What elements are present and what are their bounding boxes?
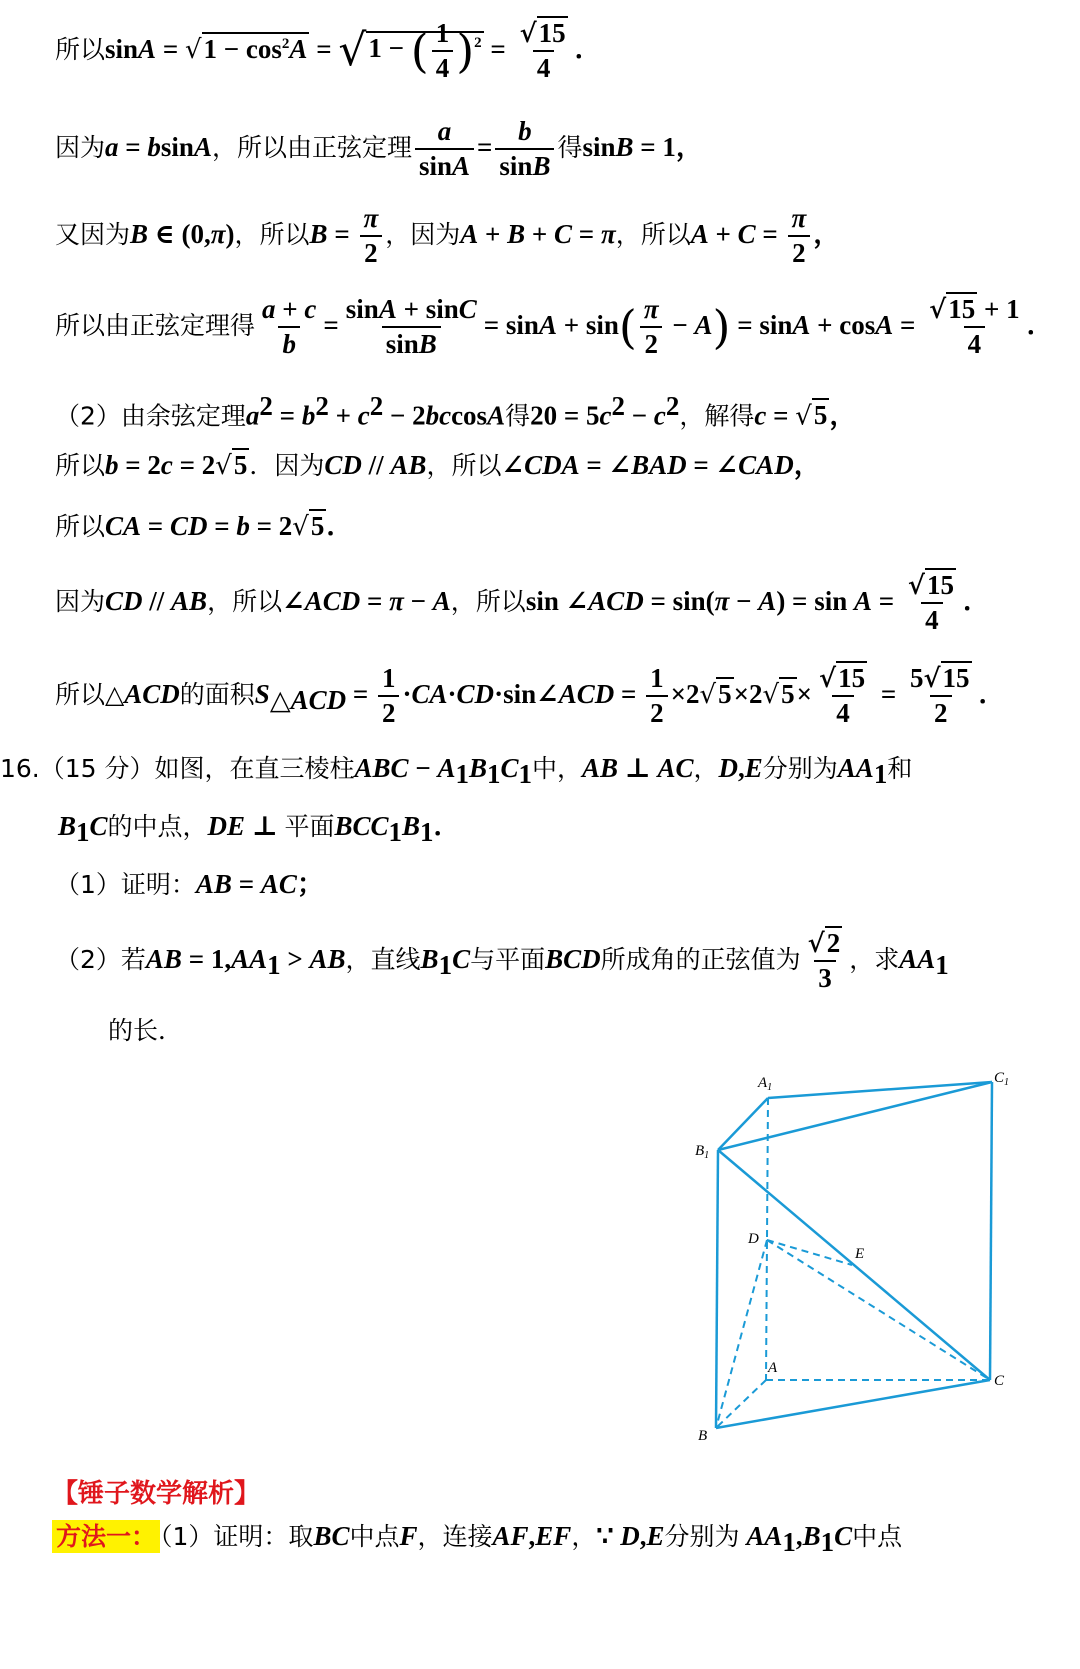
text: ，直线 [345, 945, 421, 974]
prism-solid-edges [716, 1082, 992, 1428]
solution-line-2: 因为a = bsinA，所以由正弦定理 $\frac{a}{\sin A}$ = $\frac{b}{\sin B}$ 得sinB = 1， [55, 116, 703, 181]
solution-line-5: （2）由余弦定理$a^2 = b^2 + c^2 - 2bccosA$得$20 = 5c^2 - c^2$，解得c = √5， [55, 391, 857, 432]
text: 中点 [852, 1522, 903, 1551]
text: 的中点， [107, 812, 208, 841]
question-16-line-2: $B_1C$的中点，DE ⊥ 平面$BCC_1B_1$． [58, 811, 461, 847]
analysis-banner: 【锤子数学解析】 [52, 1479, 261, 1509]
text: 所以由正弦定理得 [55, 311, 256, 340]
text: （15 分）如图，在直三棱柱 [39, 754, 355, 783]
question-16-part-2-cont [108, 1018, 183, 1043]
label-A: A [768, 1360, 778, 1376]
text: ，因为 [385, 220, 461, 249]
text: 又因为 [55, 220, 131, 249]
text: ．因为 [249, 451, 325, 480]
label-B: B [698, 1428, 708, 1444]
text: ，所以 [426, 451, 502, 480]
text: ，所以 [234, 220, 310, 249]
text: 平面 [284, 812, 335, 841]
text: 所以 [55, 35, 106, 64]
text: ，所以 [615, 220, 691, 249]
text: ， [693, 754, 719, 783]
text: 得 [557, 133, 583, 162]
question-number: 16. [0, 754, 40, 783]
question-16-line-1: 16.（15 分）如图，在直三棱柱ABC − $A_1B_1C_1$中，AB ⊥ AC，D,E分别为$AA_1$和 [0, 753, 913, 789]
solution-line-3: 又因为B ∈ (0,π)，所以B = $\frac{\pi}{2}$ ，因为A + B + C = π，所以A + C = $\frac{\pi}{2}$ ， [55, 203, 841, 268]
text: 中点 [349, 1522, 400, 1551]
question-16-part-2: （2）若AB = $1,AA_1$ > AB，直线$B_1C$与平面BCD所成角的正弦值为 $\frac{√2}{3}$ ，求$AA_1$ [55, 928, 949, 993]
solution-line-7: 所以CA = CD = b = 2√5． [55, 511, 354, 542]
text: ， [571, 1522, 597, 1551]
solution-line-1: 所以$\sin A = √1 - \cos^2A = √1$ − ( $\frac{1}{4}$ )$^2$ = $\frac{√15}{4}$ ． [55, 18, 602, 83]
text: （1）证明： [55, 870, 196, 899]
text: ，解得 [679, 401, 755, 431]
text: 所以 [55, 512, 106, 541]
method-one-tag: 方法一： [52, 1520, 160, 1553]
text: 与平面 [470, 945, 546, 974]
solution-line-6: 所以b = 2c = 2√5．因为CD // AB，所以∠CDA = ∠BAD = ∠CAD， [55, 450, 821, 481]
solution-line-9: 所以△ACD的面积$S_{\triangle ACD}$ = $\frac{1}{2}$ ·CA·CD·sin∠ACD = $\frac{1}{2}$ ×2√5×2√5× $\frac{√15}{4}$ = $\frac{5√15}{2}$ ． [55, 663, 1006, 728]
text: （1）证明：取 [160, 1522, 314, 1551]
text: 所以△ [55, 680, 125, 709]
text: 的长． [108, 1016, 184, 1045]
method-one-line: 方法一： （1）证明：取BC中点F，连接AF,EF，∵ D,E分别为 $AA_1,B_1C$中点 [52, 1523, 902, 1556]
label-E: E [855, 1246, 865, 1262]
prism-figure [680, 1065, 1030, 1455]
solution-line-8: 因为CD // AB，所以∠ACD = π − A，所以sin ∠ACD = sin(π − A) = sin A = $\frac{√15}{4}$ ． [55, 570, 990, 635]
text: ，连接 [417, 1522, 493, 1551]
text: 所以 [55, 451, 106, 480]
text: 分别为 [664, 1522, 740, 1551]
text: 所成角的正弦值为 [600, 945, 801, 974]
text: 分别为 [762, 754, 838, 783]
question-16-part-1: （1）证明：AB = AC； [55, 869, 324, 899]
text: （2）由余弦定理 [55, 401, 246, 431]
text: ，所以 [207, 587, 283, 616]
text: ，所以 [450, 587, 526, 616]
label-C1: $C_1$ [994, 1070, 1010, 1088]
text: 的面积 [179, 680, 255, 709]
text: 和 [887, 754, 913, 783]
solution-line-4: 所以由正弦定理得 $\frac{a + c}{b}$ = $\frac{\sin A + \sin C}{\sin B}$ = sinA + sin( $\frac{\pi}{2}$ − A) = sinA + cosA = $\frac{√15 + 1}{4}$ ． [55, 294, 1054, 359]
text: 中， [532, 754, 583, 783]
text: 得 [505, 401, 531, 431]
text: 因为 [55, 587, 106, 616]
label-D: D [748, 1231, 759, 1247]
label-A1: $A_1$ [758, 1075, 773, 1093]
label-C: C [994, 1373, 1005, 1389]
text: ，求 [849, 945, 900, 974]
label-B1: $B_1$ [695, 1143, 710, 1161]
text: （2）若 [55, 945, 146, 974]
text: 因为 [55, 133, 106, 162]
text: ，所以由正弦定理 [211, 133, 412, 162]
